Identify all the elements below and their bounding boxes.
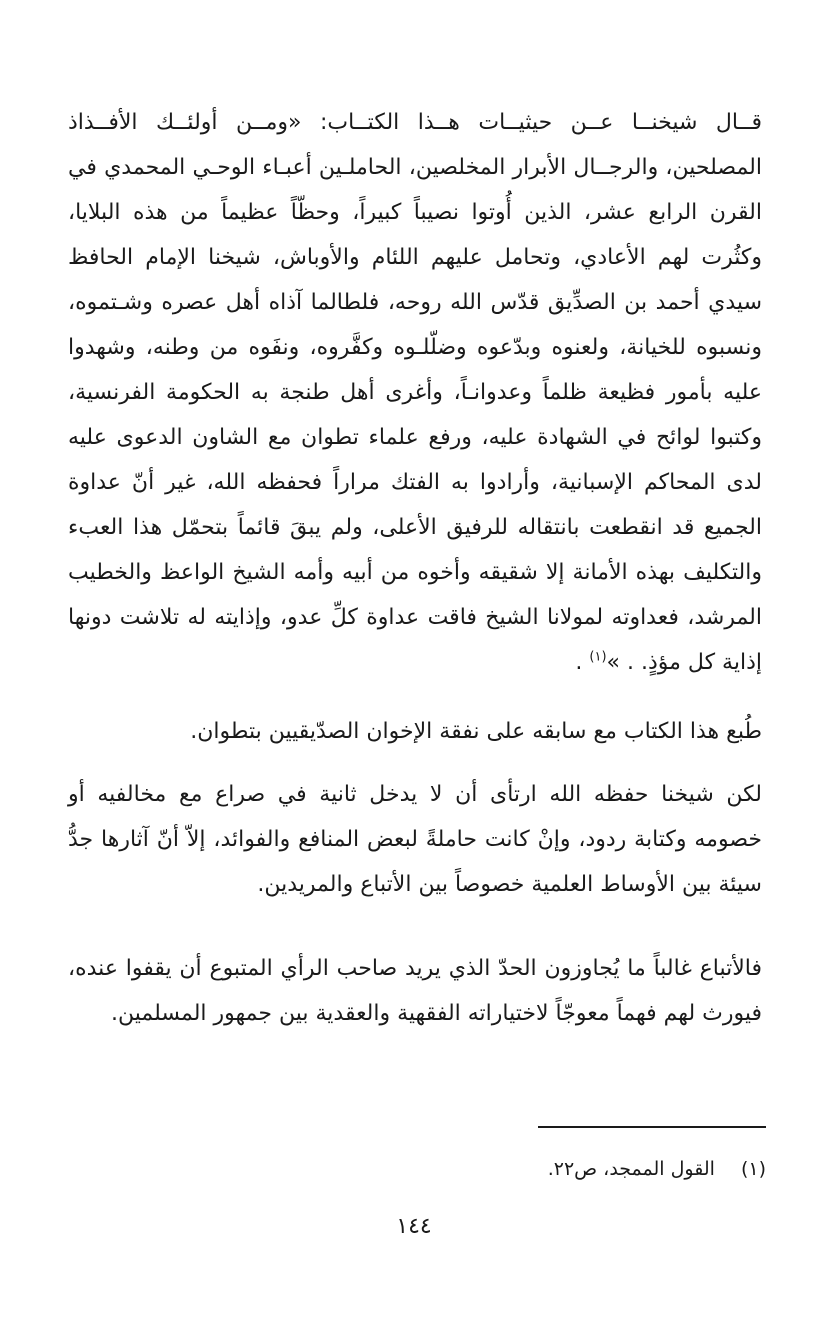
quote-text: قــال شيخنــا عــن حيثيــات هــذا الكتــاب: «ومــن أولئــك الأفــذاذ المصلحين، والرجــال الأبرار المخلصين، الحاملـين أعبـاء الوحـي المحمدي في القرن الرابع عشر، الذين أُوتوا نصيباً كبيراً، وحظّاً عظيماً من هذه البلايا، وكثُرت لهم الأعادي، وتحامل عليهم اللئام والأوباش، شيخنا الإمام الحافظ سيدي أحمد بن الصدِّيق قدّس الله روحه، فلطالما آذاه أهل عصره وشـتموه، ونسبوه للخيانة، ولعنوه وبدّعوه وضلّلـوه وكفَّروه، ونفَوه من وطنه، وشهدوا عليه بأمور فظيعة ظلماً وعدوانـاً، وأغرى أهل طنجة به الحكومة الفرنسية، وكتبوا لوائح في الشهادة عليه، ورفع علماء تطوان مع الشاون الدعوى عليه لدى المحاكم الإسبانية، وأرادوا به الفتك مراراً فحفظه الله، غير أنّ عداوة الجميع قد انقطعت بانتقاله للرفيق الأعلى، ولم يبقَ قائماً بتحمّل هذا العبء والتكليف بهذه الأمانة إلا شقيقه وأخوه من أبيه وأمه الشيخ الواعظ والخطيب المرشد، فعداوته لمولانا الشيخ فاقت عداوة كلِّ عدو، وإذايته له تلاشت دونها إذاية كل مؤذٍ. . » (68, 110, 762, 675)
body-paragraph-quote (68, 100, 762, 685)
footnote-text: القول الممجد، ص٢٢. (547, 1158, 715, 1180)
footnote-reference[interactable]: (١) (589, 649, 607, 665)
body-paragraph-printing-note: طُبع هذا الكتاب مع سابقه على نفقة الإخوان الصدّيقيين بتطوان. (190, 719, 762, 744)
body-paragraph-followers: فالأتباع غالباً ما يُجاوزون الحدّ الذي يريد صاحب الرأي المتبوع أن يقفوا عنده، فيورث لهم فهماً معوجّاً لاختياراته الفقهية والعقدية بين جمهور المسلمين. (68, 956, 762, 1026)
footnote-separator-line (538, 1126, 766, 1128)
quote-terminal-punctuation: . (575, 650, 590, 675)
footnote-number: (١) (740, 1158, 766, 1180)
footnote (66, 1154, 766, 1184)
body-paragraph-refusal: لكن شيخنا حفظه الله ارتأى أن لا يدخل ثانية في صراع مع مخالفيه أو خصومه وكتابة ردود، وإنْ كانت حاملةً لبعض المنافع والفوائد، إلاّ أنّ آثارها جدُّ سيئة بين الأوساط العلمية خصوصاً بين الأتباع والمريدين. (68, 782, 762, 897)
page-number: ١٤٤ (396, 1214, 432, 1239)
